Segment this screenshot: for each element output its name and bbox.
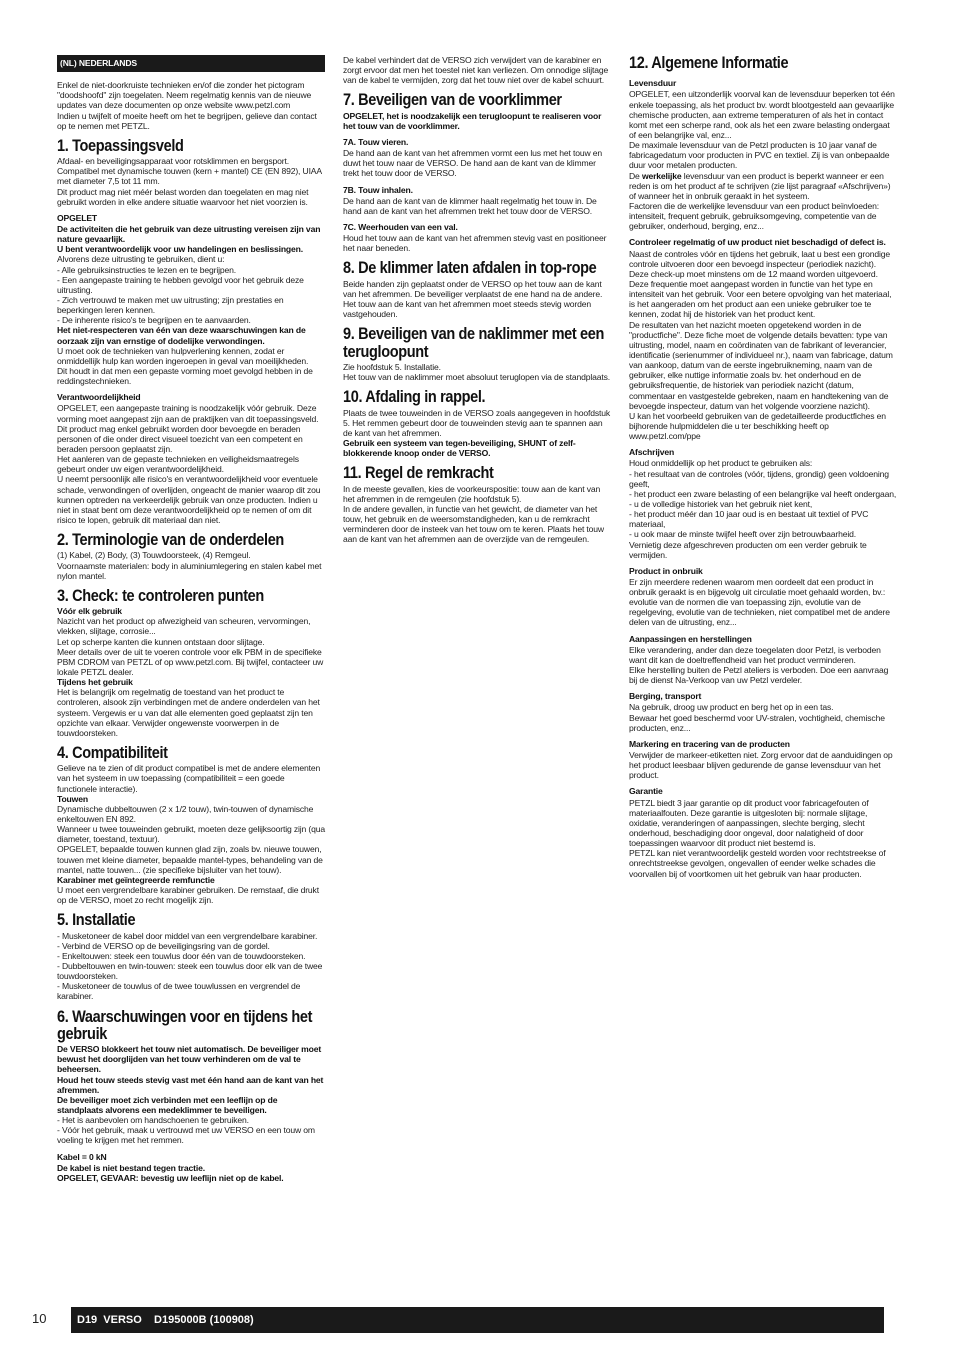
page-number: 10 <box>32 1311 47 1326</box>
s12-heading-afschrijven: Afschrijven <box>629 447 675 458</box>
s12-heading-levensduur: Levensduur <box>629 78 677 89</box>
s12-text-1: OPGELET, een uitzonderlijk voorval kan de levensduur beperken tot één enkele toepassing, als het product bv. wordt blootgesteld aan gevaarlijke chemische producten, aan extreme temperaturen of als het in contact komt met een scherpe rand, ook als het een zware belasting ondergaat of een belangrijke val, enz... De maximale levensduur van de Petzl producten is 10 jaar vanaf de fabricagedatum voor producten in PVC en textiel. Zij is van onbepaalde duur voor metalen producten. <box>629 89 895 171</box>
s10-text-1: Plaats de twee touweinden in de VERSO zoals aangegeven in hoofdstuk 5. Het remmen gebeurt door de touweinden stevig aan te spannen aan de kant van het afremmen. <box>343 407 611 438</box>
section-2-title: 2. Terminologie van de onderdelen <box>57 531 284 550</box>
section-1-title: 1. Toepassingsveld <box>57 136 184 155</box>
section-12-title: 12. Algemene Informatie <box>629 54 789 72</box>
language-label: (NL) NEDERLANDS <box>57 55 325 72</box>
s4-heading-2: Karabiner met geïntegreerde remfunctie <box>57 874 215 885</box>
s4-text-1: Gelieve na te zien of dit product compatibel is met de andere elementen van het systeem in uw toepassing (compatibiliteit = een goede functionele interactie). <box>57 763 321 794</box>
section-3-title: 3. Check: te controleren punten <box>57 586 264 605</box>
section-6-title: 6. Waarschuwingen voor en tijdens het gebruik <box>57 1007 313 1043</box>
s12-heading-garantie: Garantie <box>629 786 663 797</box>
s12-heading-aanpassingen: Aanpassingen en herstellingen <box>629 633 752 644</box>
s3-text-2: Het is belangrijk om regelmatig de toestand van het product te controleren, alsook zijn verbindingen met de andere onderdelen van het systeem. Vergewis er u van dat alle elementen goed geplaatst zijn ten opzichte van elkaar. Verwijder ongewenste voorwerpen in de touwdoorsteken. <box>57 687 320 738</box>
s6-text-1: - Het is aanbevolen om handschoenen te gebruiken. - Vóór het gebruik, maak u vertrouwd met uw VERSO en een touw om voeling te krijgen met het remmen. <box>57 1115 315 1146</box>
column-3 <box>629 55 897 879</box>
s12-text-4: Houd onmiddellijk op het product te gebruiken als: - het resultaat van de controles (vóór, tijdens, grondig) geen voldoening geeft, - het product een zware belasting of een belangrijke val heeft ondergaan, - u de volledige historiek van het gebruik niet kent, - het product méér dan 10 jaar oud is en bestaat uit textiel of PVC materiaal, - u ook maar de minste twijfel heeft over zijn betrouwbaarheid. Vernietig deze afgeschreven producten om een verder gebruik te vermijden. <box>629 458 897 560</box>
s9-text-1: Zie hoofdstuk 5. Installatie. Het touw van de naklimmer moet absoluut teruglopen via de standplaats. <box>343 361 611 383</box>
s12-text-3: Naast de controles vóór en tijdens het gebruik, laat u best een grondige controle uitvoeren door een bevoegd inspecteur (periodiek nazicht). Deze check-up moet minstens om de 12 maand worden uitgevoerd. Deze frequentie moet aangepast worden in functie van het type en intensiteit van het gebruik. Voor een betere opvolging van het materiaal, is het aangeraden om het product aan een unieke gebruiker toe te kennen, zodat hij de historiek van het product kent. De resultaten van het nazicht moeten opgetekend worden in de "productfiche". Deze fiche moet de volgende details bevatten: type van uitrusting, model, naam en coördinaten van de fabrikant of leverancier, identificatie (serienummer of individueel nr.), naam van fabricage, datum van aankoop, datum van de eerste ingebruikneming, naam van de gebruiker, elke nuttige informatie zoals bv. het onderhoud en de gebruiksfrequentie, de historiek van periodiek nazicht (datum, commentaar en vastgestelde gebreken, naam en handtekening van de bevoegde inspecteur, datum van het volgende voorziene nazicht). U kan het voorbeeld gebruiken van de gedetailleerde productfiches en bijhorende hulpmiddelen die u ter beschikking heeft op www.petzl.com/ppe <box>629 248 893 442</box>
s7-heading-3: 7C. Weerhouden van een val. <box>343 222 458 232</box>
s1-text-2: Alvorens deze uitrusting te gebruiken, dient u: - Alle gebruiksinstructies te lezen en te begrijpen. - Een aangepaste training te hebben gevolgd voor het gebruik deze uitrusting. - Zich vertrouwd te maken met uw uitrusting; zijn prestaties en beperkingen leren kennen. - De inherente risico's te begrijpen en te aanvaarden. <box>57 254 304 326</box>
s12-text-8: Verwijder de markeer-etiketten niet. Zorg ervoor dat de aanduidingen op het product leesbaar blijven gedurende de ganse levensduur van het product. <box>629 750 893 781</box>
s12-heading-onbruik: Product in onbruik <box>629 565 703 576</box>
footer-bar <box>71 1307 884 1333</box>
section-4-title: 4. Compatibiliteit <box>57 743 168 762</box>
s5-text-1: - Musketoneer de kabel door middel van een vergrendelbare karabiner. - Verbind de VERSO op de beveiligingsring van de gordel. - Enkeltouwen: steek een touwlus door één van de touwdoorsteken. - Dubbeltouwen en twin-touwen: steek een touwlus door elk van de twee touwdoorsteken. - Musketoneer de touwlus of de twee touwlussen en vergrendel de karabiner. <box>57 930 323 1002</box>
s12-heading-berging: Berging, transport <box>629 691 702 702</box>
s8-text-1: Beide handen zijn geplaatst onder de VERSO op het touw aan de kant van het afremmen. De beveiliger verplaatst de ene hand na de andere. Het touw aan de kant van het afremmen moet steeds stevig worden vastgehouden. <box>343 278 603 320</box>
s3-heading-1: Vóór elk gebruik <box>57 606 122 617</box>
s12-text-9: PETZL biedt 3 jaar garantie op dit product voor fabricagefouten of materiaalfouten. Deze garantie is uitgesloten bij: normale slijtage, oxidatie, veranderingen of aanpassingen, slechte berging, slecht onderhoud, beschadiging door ongeval, door nalatigheid of door toepassingen waarvoor dit product niet bestemd is. PETZL kan niet verantwoordelijk gesteld worden voor rechtstreekse of onrechtstreekse gevolgen, ongevallen of eender welke schades die voorvallen bij of voortkomen uit het gebruik van haar producten. <box>629 797 886 879</box>
s12-text-2-post: levensduur van een product is beperkt wanneer er een reden is om het product af te schrijven (zie lijst paragraaf «Afschrijven») of wanneer het in onbruik geraakt in het systeem. Factoren die de werkelijke levensduur van een product beïnvloeden: intensiteit, frequent gebruik, gebruiksomgeving, competentie van de gebruiker, onderhoud, berging, enz... <box>629 170 891 232</box>
s4-text-3: U moet een vergrendelbare karabiner gebruiken. De remstaaf, die drukt op de VERSO, moet zo recht mogelijk zijn. <box>57 884 319 906</box>
s4-heading-1: Touwen <box>57 793 88 804</box>
s12-text-7: Na gebruik, droog uw product en berg het op in een tas. Bewaar het goed beschermd voor UV-stralen, vochtigheid, chemische producten, enz... <box>629 702 885 733</box>
section-5-title: 5. Installatie <box>57 911 136 930</box>
s12-text-2-bold: werkelijke <box>641 170 682 181</box>
s12-text-2 <box>629 171 897 232</box>
section-7-title: 7. Beveiligen van de voorklimmer <box>343 91 562 110</box>
section-9-title: 9. Beveiligen van de naklimmer met een terugloopunt <box>343 325 605 361</box>
s2-text-1: (1) Kabel, (2) Body, (3) Touwdoorsteek, (4) Remgeul. Voornaamste materialen: body in aluminiumlegering en stalen kabel met nylon mantel. <box>57 550 322 581</box>
s1-heading-opgelet: OPGELET <box>57 212 98 223</box>
section-11-title: 11. Regel de remkracht <box>343 464 494 483</box>
s12-text-2-pre: De <box>629 170 642 181</box>
s7-heading-2: 7B. Touw inhalen. <box>343 184 413 195</box>
s11-text-1: In de meeste gevallen, kies de voorkeurspositie: touw aan de kant van het afremmen in de remgeulen (zie hoofdstuk 5). In de andere gevallen, in functie van het gewicht, de diameter van het touw, het gebruik en de weersomstandigheden, kan u de remkracht verminderen door de insteek van het touw om te keren. Plaats het touw aan de kant van het afremmen aan de overzijde van de remgeulen. <box>343 483 604 545</box>
s7-text-2: De hand aan de kant van de klimmer haalt regelmatig het touw in. De hand aan de kant van het afremmen trekt het touw door de VERSO. <box>343 195 597 216</box>
s7-warning-1: OPGELET, het is noodzakelijk een terugloopunt te realiseren voor het touw van de voorklimmer. <box>343 110 602 131</box>
footer-text: D19 VERSO D195000B (100908) <box>77 1314 254 1326</box>
column-2 <box>343 55 611 544</box>
s12-text-5: Er zijn meerdere redenen waarom men oordeelt dat een product in onbruik geraakt is en bijgevolg uit circulatie moet gehaald worden, bv.: evolutie van de normen die van toepassing zijn, evolutie van de regelgeving, evolutie van de technieken, niet compatibel met de andere delen van de uitrusting, enz... <box>629 576 890 628</box>
s1-text-1: Afdaal- en beveiligingsapparaat voor rotsklimmen en bergsport. Compatibel met dynamische touwen (kern + mantel) CE (EN 892), UIAA met diameter 7,5 tot 11 mm. Dit product mag niet méér belast worden dan toegelaten en mag niet gebruikt worden in elke andere situatie waarvoor het niet voorzien is. <box>57 156 322 207</box>
s10-warning-1: Gebruik een systeem van tegen-beveiliging, SHUNT of zelf-blokkerende knoop onder de VERSO. <box>343 437 576 459</box>
column-1 <box>57 55 325 1183</box>
s6-heading-1: Kabel = 0 kN <box>57 1151 107 1162</box>
s12-text-6: Elke verandering, ander dan deze toegelaten door Petzl, is verboden want dit kan de doeltreffendheid van het product verminderen. Elke herstelling buiten de Petzl ateliers is verboden. Doe een aanvraag bij de dienst Na-Verkoop van uw Petzl verdeler. <box>629 644 889 686</box>
s12-heading-markering: Markering en tracering van de producten <box>629 738 790 749</box>
s7-text-1: De hand aan de kant van het afremmen vormt een lus met het touw en duwt het touw naar de VERSO. De hand aan de kant van de klimmer trekt het touw door de VERSO. <box>343 148 603 179</box>
s1-warning-1: De activiteiten die het gebruik van deze uitrusting vereisen zijn van nature gevaarlijk. U bent verantwoordelijk voor uw handelingen en beslissingen. <box>57 224 321 255</box>
s6-warning-1: De VERSO blokkeert het touw niet automatisch. De beveiliger moet bewust het doorglijden van het touw verhinderen om de val te beheersen. Houd het touw steeds stevig vast met één hand aan de kant van het afremmen. De beveiliger moet zich verbinden met een leeflijn op de standplaats alvorens een medeklimmer te beveiligen. <box>57 1044 324 1115</box>
s3-heading-2: Tijdens het gebruik <box>57 677 133 688</box>
s1-text-3: U moet ook de technieken van hulpverlening kennen, zodat er onmiddellijk hulp kan worden ingeroepen in geval van moeilijkheden. Dit houdt in dat men een gepaste vorming moet gevolgd hebben in de reddingstechnieken. <box>57 345 313 387</box>
s1-warning-2: Het niet-respecteren van één van deze waarschuwingen kan de oorzaak zijn van ernstige of dodelijke verwondingen. <box>57 325 306 346</box>
section-10-title: 10. Afdaling in rappel. <box>343 388 486 407</box>
s6-warning-2: De kabel is niet bestand tegen tractie. OPGELET, GEVAAR: bevestig uw leeflijn niet op de kabel. <box>57 1162 284 1183</box>
s3-text-1: Nazicht van het product op afwezigheid van scheuren, vervormingen, vlekken, slijtage, corrosie... Let op scherpe kanten die kunnen ontstaan door slijtage. Meer details over de uit te voeren controle voor elk PBM in de specifieke PBM CDROM van PETZL of op www.petzl.com. Bij twijfel, contacteer uw lokale PETZL dealer. <box>57 616 324 677</box>
s4-text-2: Dynamische dubbeltouwen (2 x 1/2 touw), twin-touwen of dynamische enkeltouwen EN 892. Wanneer u twee touweinden gebruikt, moeten deze gelijksoortig zijn (qua diameter, toestand, textuur). OPGELET, bepaalde touwen kunnen glad zijn, zoals bv. nieuwe touwen, touwen met kleine diameter, bepaalde mantel-types, behandeling van de mantel, natte touwen... (zie specifieke bijsluiter van het touw). <box>57 803 326 875</box>
s12-heading-controle: Controleer regelmatig of uw product niet beschadigd of defect is. <box>629 237 886 248</box>
section-8-title: 8. De klimmer laten afdalen in top-rope <box>343 259 597 278</box>
s7-heading-1: 7A. Touw vieren. <box>343 137 409 148</box>
c2-intro-text: De kabel verhindert dat de VERSO zich verwijdert van de karabiner en zorgt ervoor dat men het toestel niet kan verliezen. Om onnodige slijtage van de kabel te vermijden, zorg dat het touw niet over de kabel schuurt. <box>343 55 609 86</box>
intro-text: Enkel de niet-doorkruiste technieken en/of die zonder het pictogram "doodshoofd" zijn toegelaten. Neem regelmatig kennis van de nieuwe updates van deze documenten op onze website www.petzl.com Indien u twijfelt of moeite heeft om het te begrijpen, gelieve dan contact op te nemen met PETZL. <box>57 80 317 131</box>
s1-heading-verantwoordelijkheid: Verantwoordelijkheid <box>57 392 141 403</box>
s1-text-4: OPGELET, een aangepaste training is noodzakelijk vóór gebruik. Deze vorming moet aangepast zijn aan de praktijken van dit toepassingsveld. Dit product mag enkel gebruikt worden door bevoegde en beraden personen of die onder direct visueel toezicht van een competent en beraden persoon geplaatst zijn. Het aanleren van de gepaste technieken en veiligheidsmaatregels gebeurt onder uw eigen verantwoordelijkheid. U neemt persoonlijk alle risico's en verantwoordelijkheid voor eventuele schade, verwondingen of overlijden, ongeacht de manier waarop dit zou kunnen optreden na verkeerdelijk gebruik van onze producten. Indien u niet in staat bent om deze verantwoordelijkheid op te nemen of om dit risico te lopen, gebruik dit materiaal dan niet. <box>57 403 321 525</box>
s7-text-3: Houd het touw aan de kant van het afremmen stevig vast en positioneer het naar beneden. <box>343 233 607 254</box>
